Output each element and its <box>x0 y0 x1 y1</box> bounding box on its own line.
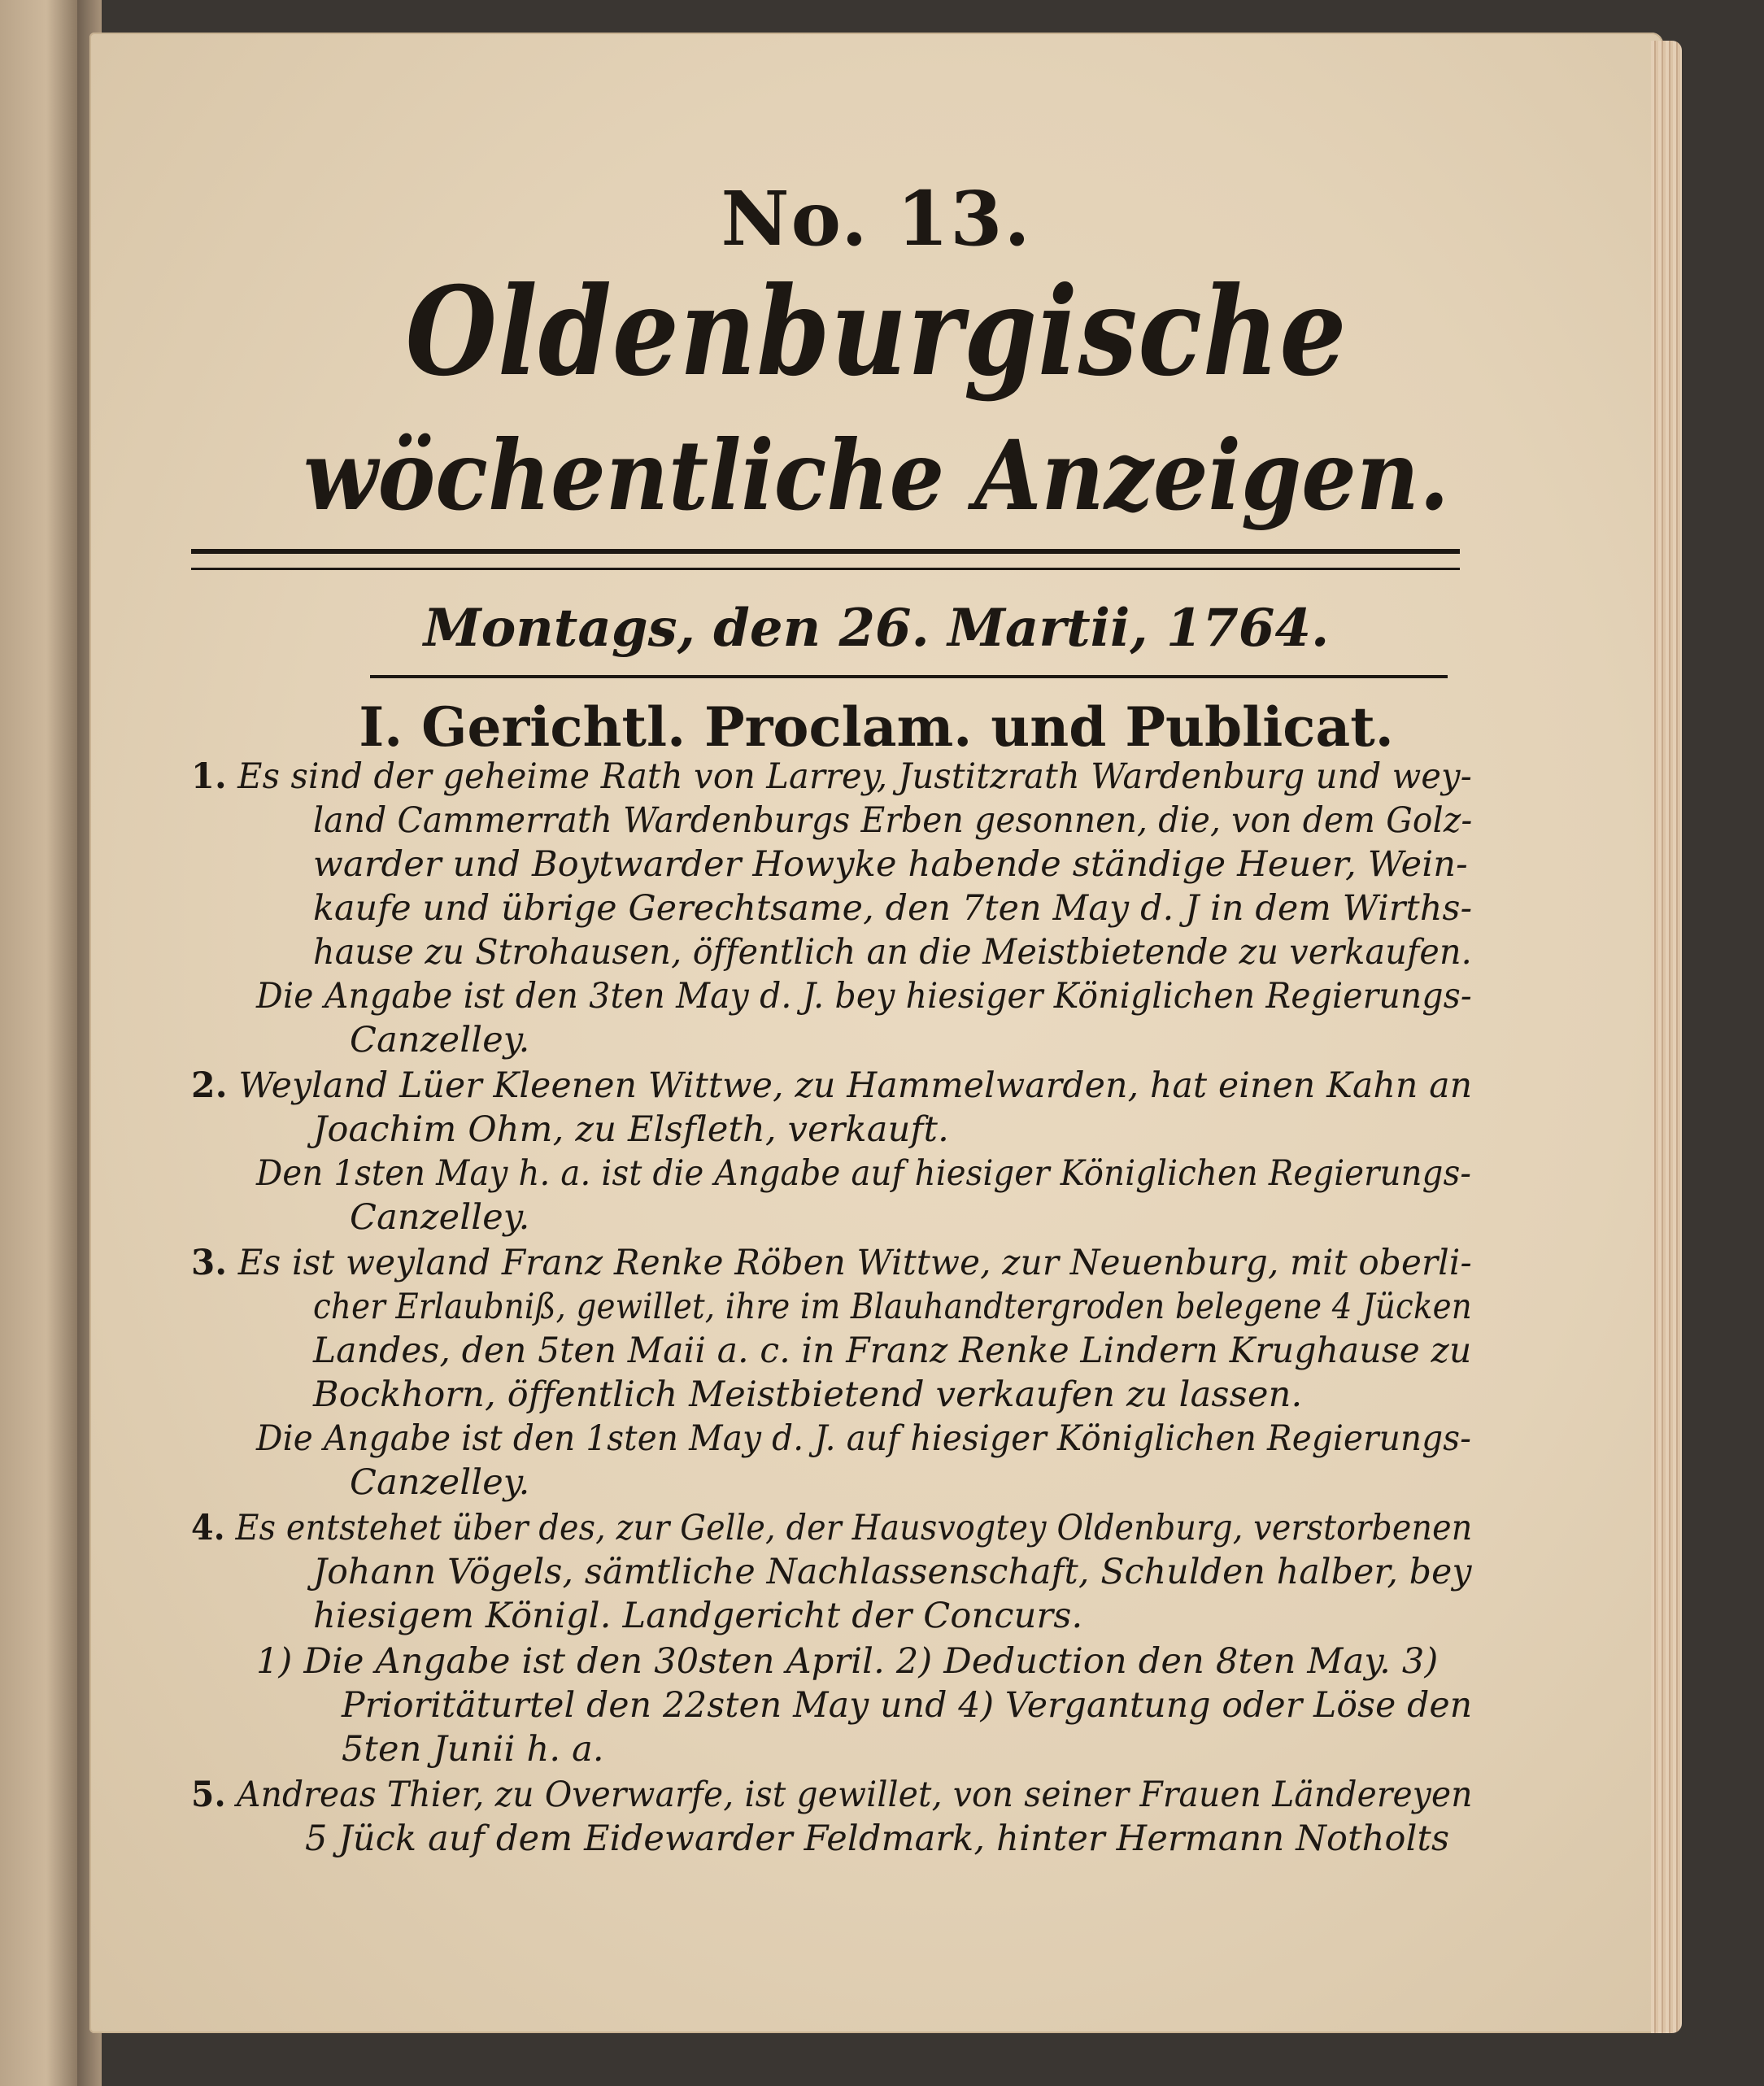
masthead-rule-thick <box>191 549 1460 554</box>
entry-note: 1) Die Angabe ist den 30sten April. 2) Deduction den 8ten May. 3) <box>256 1641 1439 1682</box>
entry-text: Weyland Lüer Kleenen Wittwe, zu Hammelwarden, hat einen Kahn an <box>238 1065 1473 1106</box>
entry-number: 1. <box>191 756 227 797</box>
entry-line <box>191 755 1472 799</box>
entry-line: Johann Vögels, sämtliche Nachlassenschaft, Schulden halber, bey <box>313 1552 1472 1592</box>
entry-note: Die Angabe ist den 1sten May d. J. auf hiesiger Königlichen Regierungs- <box>256 1418 1472 1459</box>
masthead-rule-thin <box>191 568 1460 570</box>
date-rule <box>370 675 1448 678</box>
entry-note: Canzelley. <box>350 1197 530 1238</box>
entry-line: Joachim Ohm, zu Elsfleth, verkauft. <box>313 1109 949 1150</box>
entry-text: Es entstehet über des, zur Gelle, der Hausvogtey Oldenburg, verstorbenen <box>235 1508 1473 1548</box>
entry-line: warder und Boytwarder Howyke habende ständige Heuer, Wein- <box>313 844 1468 885</box>
entry-line: cher Erlaubniß, gewillet, ihre im Blauhandtergroden belegene 4 Jücken <box>313 1287 1472 1327</box>
entry-note: Canzelley. <box>350 1020 530 1060</box>
page-content <box>89 33 1663 2033</box>
entry-text: Andreas Thier, zu Overwarfe, ist gewillet, von seiner Frauen Ländereyen <box>237 1775 1473 1815</box>
entry-number: 2. <box>191 1065 228 1106</box>
entry-text: Es sind der geheime Rath von Larrey, Justitzrath Wardenburg und wey- <box>237 756 1473 797</box>
entry-line <box>191 1241 1472 1285</box>
entry-note: Den 1sten May h. a. ist die Angabe auf hiesiger Königlichen Regierungs- <box>256 1153 1472 1194</box>
entry-line: land Cammerrath Wardenburgs Erben gesonnen, die, von dem Golz- <box>313 800 1473 841</box>
entry-number: 4. <box>191 1508 225 1548</box>
masthead-title-line1: Oldenburgische <box>405 260 1348 403</box>
entry-line: 5 Jück auf dem Eidewarder Feldmark, hinter Hermann Notholts <box>305 1818 1450 1859</box>
section-heading: I. Gerichtl. Proclam. und Publicat. <box>359 695 1394 759</box>
entry-note: Prioritäturtel den 22sten May und 4) Vergantung oder Löse den <box>342 1685 1473 1726</box>
entry-note: Die Angabe ist den 3ten May d. J. bey hiesiger Königlichen Regierungs- <box>256 976 1472 1017</box>
issue-date: Montags, den 26. Martii, 1764. <box>423 598 1330 659</box>
entry-line <box>191 1064 1472 1108</box>
masthead-title-line2: wöchentliche Anzeigen. <box>303 419 1449 532</box>
entry-line: Bockhorn, öffentlich Meistbietend verkaufen zu lassen. <box>313 1374 1303 1415</box>
entry-line: kaufe und übrige Gerechtsame, den 7ten May d. J in dem Wirths- <box>313 888 1473 929</box>
entry-note: Canzelley. <box>350 1462 530 1503</box>
entry-note: 5ten Junii h. a. <box>342 1729 604 1770</box>
entry-text: Es ist weyland Franz Renke Röben Wittwe, zur Neuenburg, mit oberli- <box>237 1243 1472 1283</box>
entry-line: hiesigem Königl. Landgericht der Concurs. <box>313 1596 1083 1636</box>
entry-number: 5. <box>191 1775 226 1815</box>
entry-line <box>191 1773 1473 1817</box>
issue-number: No. 13. <box>721 175 1032 263</box>
entry-number: 3. <box>191 1243 228 1283</box>
entry-line <box>191 1506 1472 1550</box>
entry-line: Landes, den 5ten Maii a. c. in Franz Renke Lindern Krughause zu <box>313 1330 1472 1371</box>
entry-line: hause zu Strohausen, öffentlich an die Meistbietende zu verkaufen. <box>313 932 1472 973</box>
left-page-edge <box>0 0 77 2086</box>
